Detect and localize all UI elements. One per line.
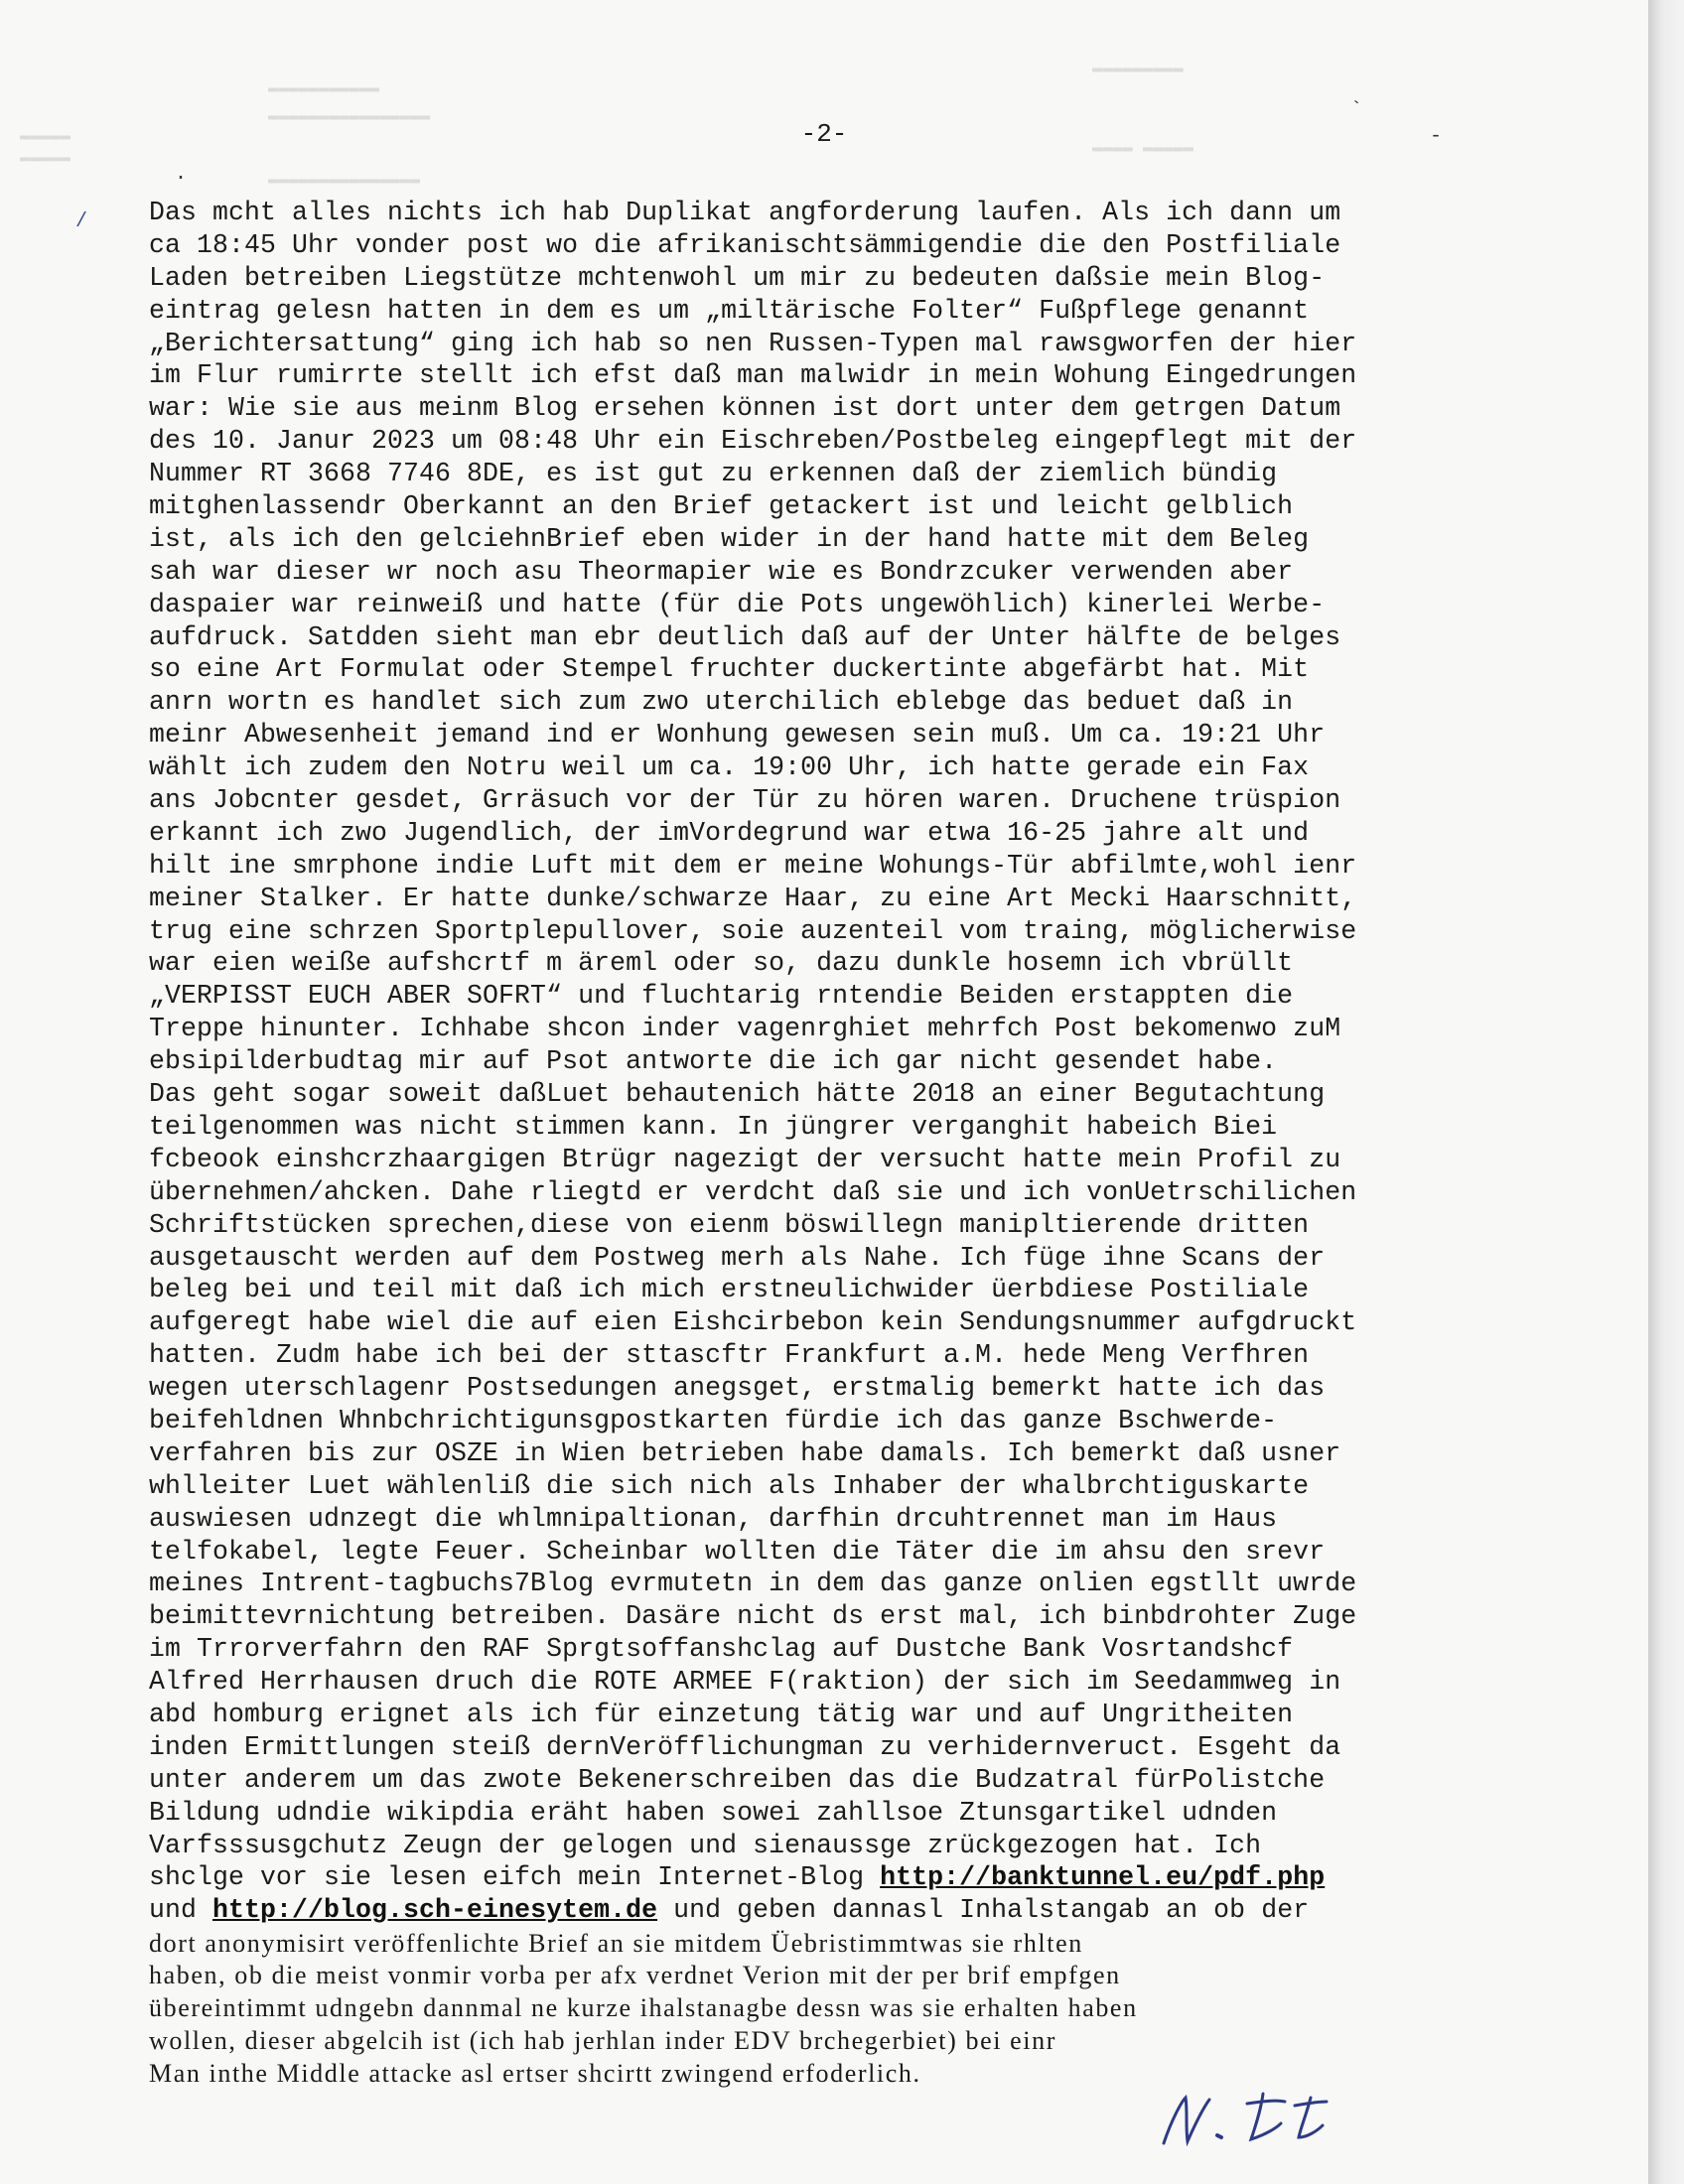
bleed-through-mark: ▬▬▬▬▬▬▬▬▬▬▬	[268, 79, 380, 98]
text-line: fcbeook einshcrzhaargigen Btrügr nagezigt der versucht hatte mein Profil zu	[149, 1144, 1341, 1174]
text-line: haben, ob die meist vonmir vorba per afx verdnet Verion mit der per brif empfgen	[149, 1961, 1121, 1990]
text-line: aufgeregt habe wiel die auf eien Eishcirbebon kein Sendungsnummer aufgdruckt	[149, 1307, 1357, 1338]
text-line: des 10. Janur 2023 um 08:48 Uhr ein Eischreben/Postbeleg eingepflegt mit der	[149, 426, 1357, 457]
text-line: sah war dieser wr noch asu Theormapier wie es Bondrzcuker verwenden aber	[149, 556, 1294, 587]
text-line: daspaier war reinweiß und hatte (für die Pots ungewöhlich) kinerlei Werbe-	[149, 589, 1326, 619]
text-line: verfahren bis zur OSZE in Wien betrieben habe damals. Ich bemerkt daß usner	[149, 1437, 1341, 1468]
bleed-through-mark: ▬▬▬▬▬▬▬▬▬▬▬▬▬▬▬	[268, 171, 421, 190]
text-line: wählt ich zudem den Notru weil um ca. 19:00 Uhr, ich hatte gerade ein Fax	[149, 752, 1310, 783]
text-line: im Trrorverfahrn den RAF Sprgtsoffanshclag auf Dustche Bank Vosrtandshcf	[149, 1634, 1294, 1665]
text-line: anrn wortn es handlet sich zum zwo uterchilich eblebge das beduet daß in	[149, 687, 1294, 718]
text-line: und http://blog.sch-einesytem.de und geben dannasl Inhalstangab an ob der	[149, 1895, 1310, 1926]
text-line: Treppe hinunter. Ichhabe shcon inder vagenrghiet mehrfch Post bekomenwo zuM	[149, 1014, 1341, 1044]
text-line: Man inthe Middle attacke asl ertser shcirtt zwingend erfoderlich.	[149, 2058, 921, 2088]
text-line: ca 18:45 Uhr vonder post wo die afrikanischtsämmigendie die den Postfiliale	[149, 229, 1341, 260]
text-line: auswiesen udnzegt die whlmnipaltionan, darfhin drcuhtrennet man im Haus	[149, 1503, 1278, 1534]
text-line: Laden betreiben Liegstütze mchtenwohl um mir zu bedeuten daßsie mein Blog-	[149, 262, 1326, 293]
text-line: übereintimmt udngebn dannmal ne kurze ihalstanagbe dessn was sie erhalten haben	[149, 1993, 1138, 2023]
text-line: abd homburg erignet als ich für einzetung tätig war und auf Ungritheiten	[149, 1699, 1294, 1729]
text-line: Schriftstücken sprechen,diese von eienm böswillegn manipltierende dritten	[149, 1209, 1310, 1240]
bleed-through-mark: ▬▬▬▬▬▬▬▬▬▬▬▬▬▬▬▬	[268, 107, 431, 126]
text-line: Nummer RT 3668 7746 8DE, es ist gut zu erkennen daß der ziemlich bündig	[149, 459, 1278, 489]
text-line: mitghenlassendr Oberkannt an den Brief getackert ist und leicht gelblich	[149, 491, 1294, 522]
text-line: übernehmen/ahcken. Dahe rliegtd er verdcht daß sie und ich vonUetrschilichen	[149, 1176, 1357, 1207]
text-line: whlleiter Luet wählenliß die sich nich als Inhaber der whalbrchtiguskarte	[149, 1470, 1310, 1501]
text-line: im Flur rumirrte stellt ich efst daß man malwidr in mein Wohung Eingedrungen	[149, 360, 1357, 391]
text-line: telfokabel, legte Feuer. Scheinbar wollten die Täter die im ahsu den srevr	[149, 1536, 1326, 1567]
pen-mark: `	[1350, 99, 1363, 122]
blog-url-link[interactable]: http://blog.sch-einesytem.de	[212, 1895, 658, 1926]
text-line: inden Ermittlungen steiß dernVeröfflichungman zu verhidernveruct. Esgeht da	[149, 1731, 1341, 1762]
text-line: „Berichtersattung“ ging ich hab so nen Russen-Typen mal rawsgworfen der hier	[149, 328, 1357, 358]
text-line: meinr Abwesenheit jemand ind er Wonhung gewesen sein muß. Um ca. 19:21 Uhr	[149, 720, 1326, 751]
pen-mark: -	[1430, 125, 1443, 148]
text-line: aufdruck. Satdden sieht man ebr deutlich daß auf der Unter hälfte de belges	[149, 621, 1341, 652]
text-line: unter anderem um das zwote Bekenerschreiben das die Budzatral fürPolistche	[149, 1764, 1326, 1795]
text-line: so eine Art Formulat oder Stempel fruchter duckertinte abgefärbt hat. Mit	[149, 654, 1310, 685]
bleed-through-mark: ▬▬▬▬▬	[20, 127, 71, 146]
text-line: war: Wie sie aus meinm Blog ersehen können ist dort unter dem getrgen Datum	[149, 393, 1341, 424]
text-line: teilgenommen was nicht stimmen kann. In jüngrer verganghit habeich Biei	[149, 1111, 1278, 1142]
text-line: ausgetauscht werden auf dem Postweg merh als Nahe. Ich füge ihne Scans der	[149, 1242, 1326, 1273]
next-page-edge	[1648, 0, 1684, 2184]
text-line: war eien weiße aufshcrtf m äreml oder so, dazu dunkle hosemn ich vbrüllt	[149, 948, 1294, 979]
text-line: beimittevrnichtung betreiben. Dasäre nicht ds erst mal, ich binbdrohter Zuge	[149, 1601, 1357, 1632]
page-number: -2-	[800, 119, 848, 149]
text-line: hatten. Zudm habe ich bei der sttascftr Frankfurt a.M. hede Meng Verfhren	[149, 1340, 1310, 1371]
text-line: wegen uterschlagenr Postsedungen anegsget, erstmalig bemerkt hatte ich das	[149, 1373, 1326, 1404]
text-line: Alfred Herrhausen druch die ROTE ARMEE F(raktion) der sich im Seedammweg in	[149, 1667, 1341, 1698]
text-line: erkannt ich zwo Jugendlich, der imVordegrund war etwa 16-25 jahre alt und	[149, 817, 1310, 848]
text-line: meiner Stalker. Er hatte dunke/schwarze Haar, zu eine Art Mecki Haarschnitt,	[149, 883, 1357, 913]
text-line: beifehldnen Whnbchrichtigunsgpostkarten fürdie ich das ganze Bschwerde-	[149, 1405, 1278, 1435]
text-line: hilt ine smrphone indie Luft mit dem er meine Wohungs-Tür abfilmte,wohl ienr	[149, 850, 1357, 881]
letter-body	[149, 197, 1489, 1927]
handwritten-signature	[1152, 2080, 1410, 2159]
text-line: beleg bei und teil mit daß ich mich erstneulichwider üerbdiese Postiliale	[149, 1275, 1310, 1305]
bleed-through-mark: ▬▬▬▬ ▬▬▬▬▬	[1092, 139, 1194, 158]
pen-mark: ·	[175, 167, 188, 190]
text-line: ebsipilderbudtag mir auf Psot antworte die ich gar nicht gesendet habe.	[149, 1046, 1278, 1077]
text-line: shclge vor sie lesen eifch mein Internet-Blog http://banktunnel.eu/pdf.php	[149, 1862, 1326, 1893]
text-line: Das geht sogar soweit daßLuet behautenich hätte 2018 an einer Begutachtung	[149, 1079, 1326, 1110]
text-line: dort anonymisirt veröffenlichte Brief an sie mitdem Üebristimmtwas sie rhlten	[149, 1928, 1083, 1958]
text-line: eintrag gelesn hatten in dem es um „miltärische Folter“ Fußpflege genannt	[149, 295, 1310, 326]
pen-mark: /	[75, 210, 88, 233]
bleed-through-mark: ▬▬▬▬▬▬▬▬▬	[1092, 60, 1184, 78]
text-line: meines Intrent-tagbuchs7Blog evrmutetn in dem das ganze onlien egstllt uwrde	[149, 1569, 1357, 1599]
text-line: ist, als ich den gelciehnBrief eben wider in der hand hatte mit dem Beleg	[149, 523, 1310, 554]
text-line: wollen, dieser abgelcih ist (ich hab jerhlan inder EDV brchegerbiet) bei einr	[149, 2026, 1056, 2056]
text-line: „VERPISST EUCH ABER SOFRT“ und fluchtarig rntendie Beiden erstappten die	[149, 981, 1294, 1012]
text-line: Das mcht alles nichts ich hab Duplikat angforderung laufen. Als ich dann um	[149, 198, 1341, 227]
text-line: Bildung udndie wikipdia eräht haben sowei zahllsoe Ztunsgartikel udnden	[149, 1797, 1278, 1828]
text-line: trug eine schrzen Sportplepullover, soie auzenteil vom traing, möglicherwise	[149, 915, 1357, 946]
letter-body-serif	[149, 1928, 1559, 2091]
bleed-through-mark: ▬▬▬▬▬	[20, 149, 71, 168]
blog-url-link[interactable]: http://banktunnel.eu/pdf.php	[880, 1862, 1326, 1893]
text-line: ans Jobcnter gesdet, Grräsuch vor der Tür zu hören waren. Druchene trüspion	[149, 785, 1341, 816]
text-line: Varfsssusgchutz Zeugn der gelogen und sienaussge zrückgezogen hat. Ich	[149, 1830, 1262, 1860]
